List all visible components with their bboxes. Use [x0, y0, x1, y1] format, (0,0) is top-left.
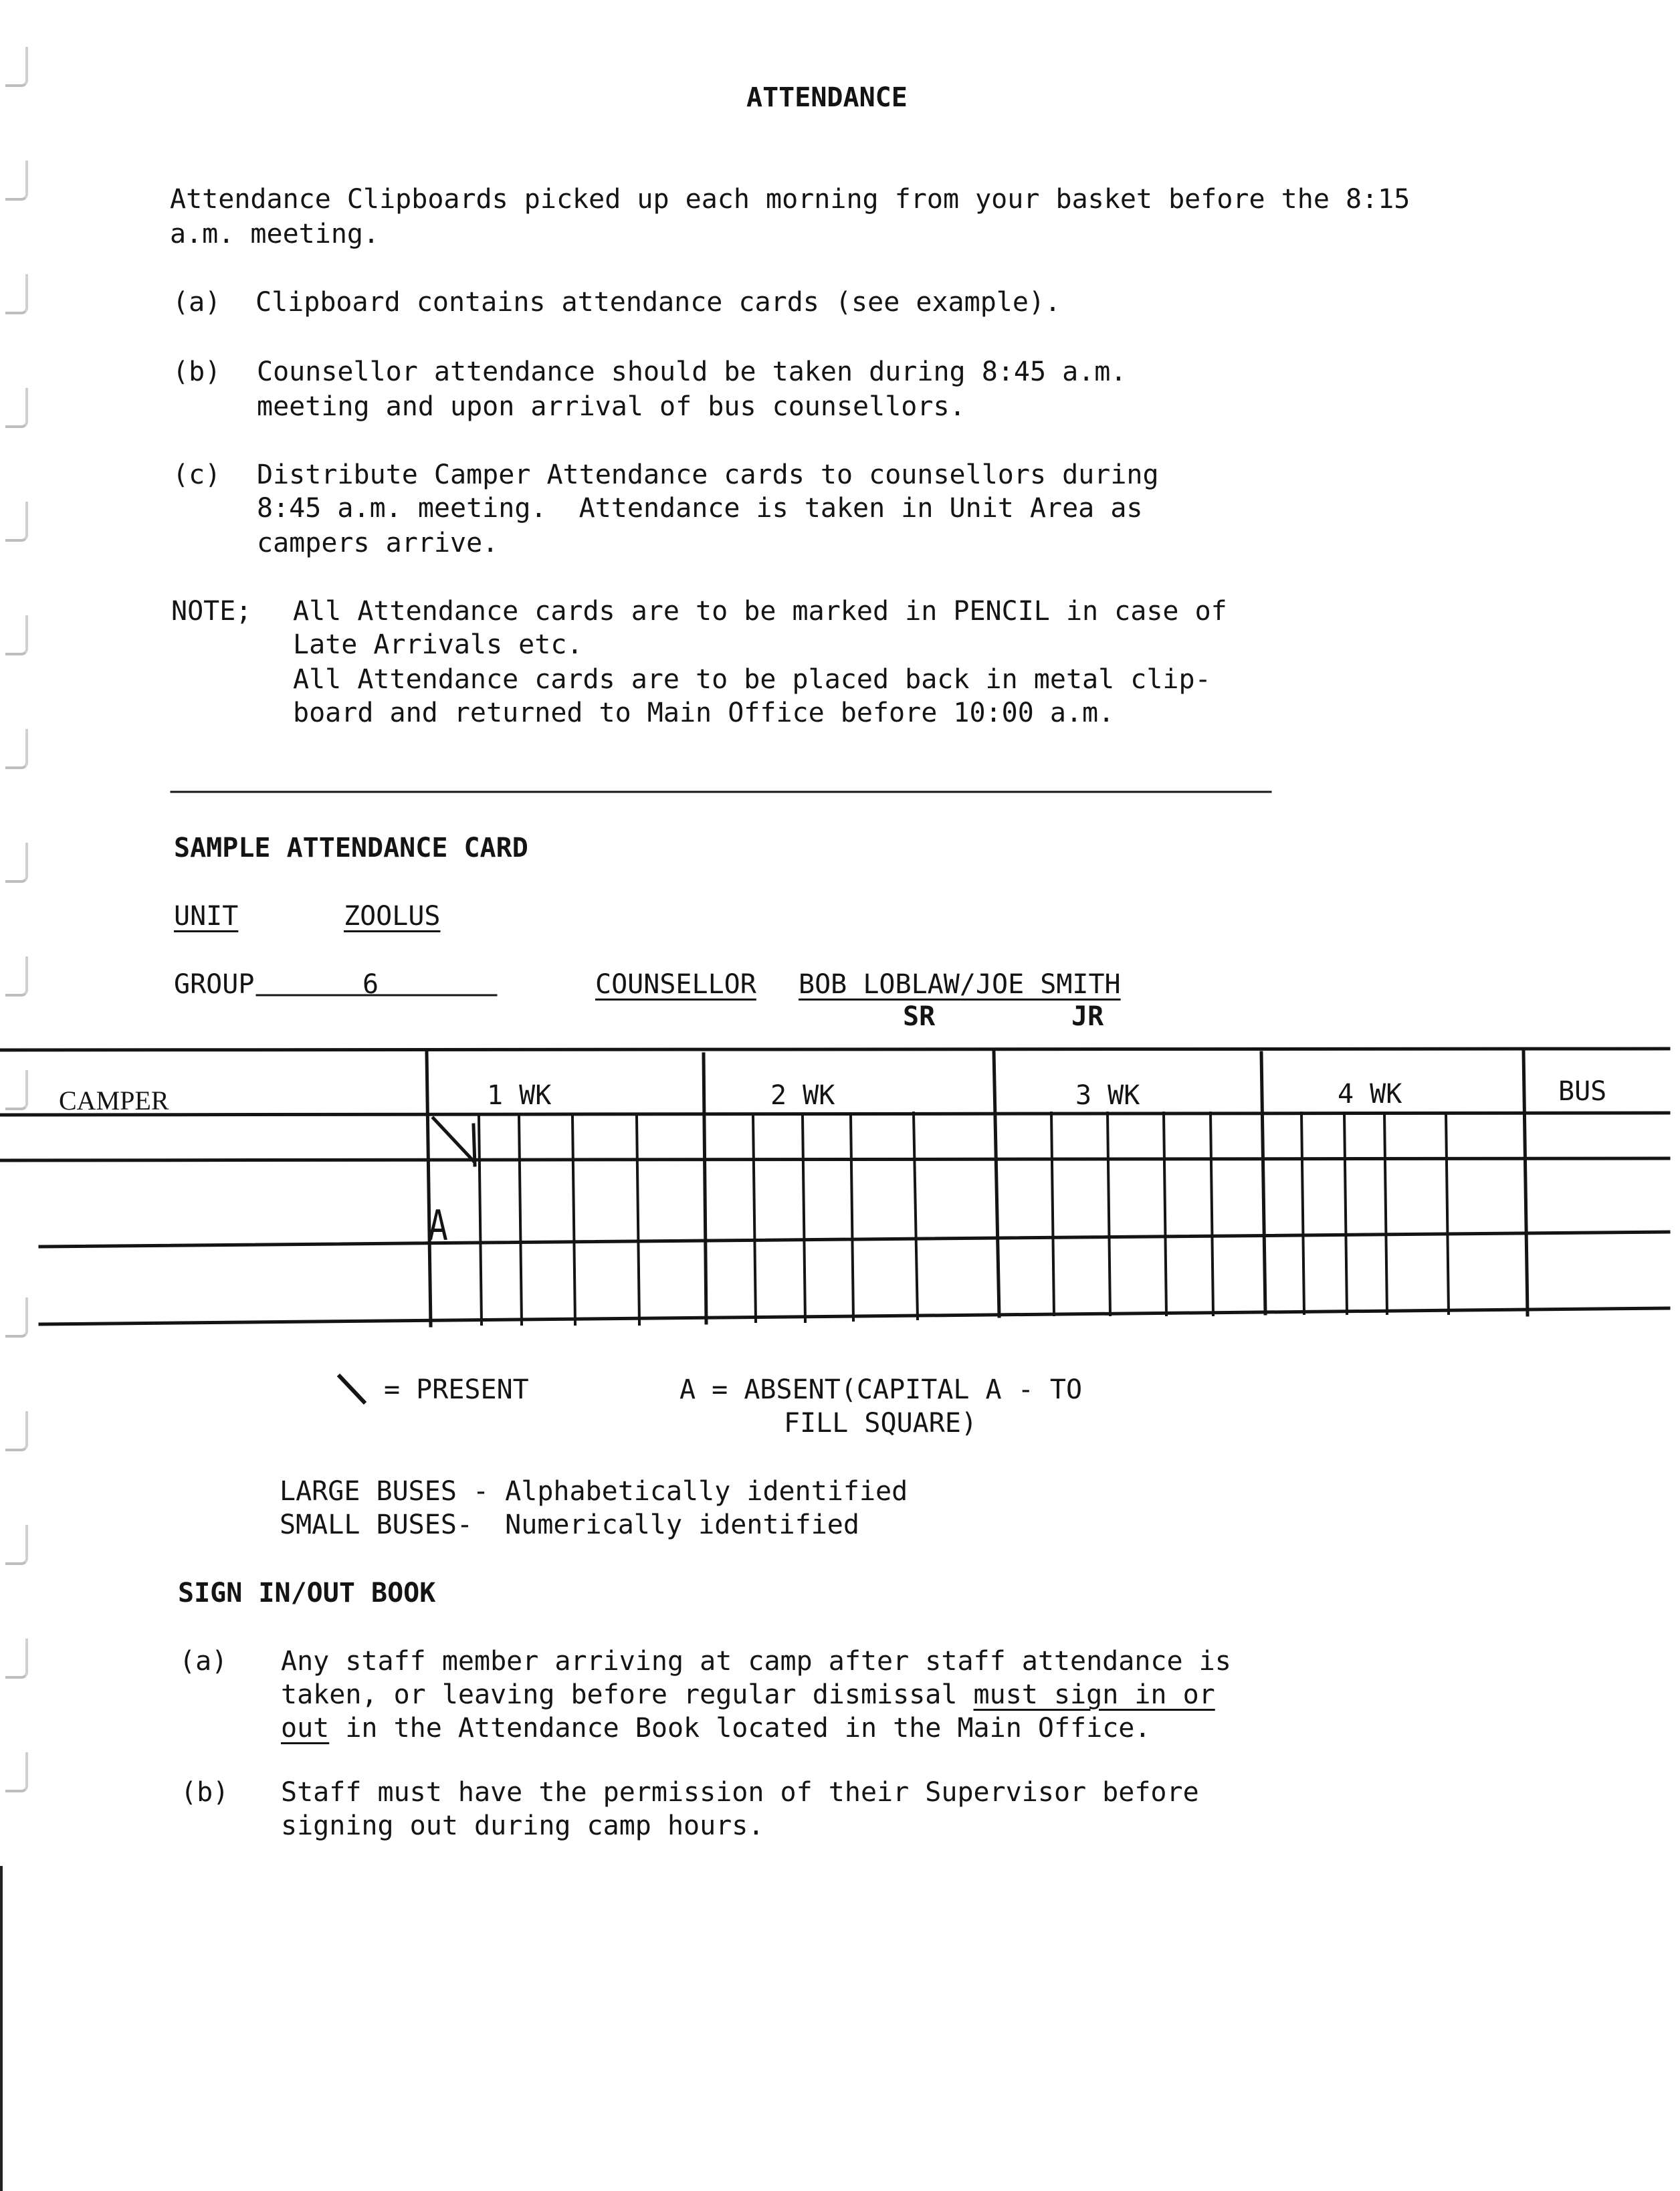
week-3-day-line [1164, 1113, 1166, 1315]
unit-value: ZOOLUS [344, 901, 441, 932]
week-2-divider [704, 1054, 706, 1323]
sign-item-b-line-1: Staff must have the permission of their Supervisor before [281, 1777, 1199, 1808]
week-2-day-line [753, 1116, 756, 1322]
week-4-divider [1261, 1053, 1265, 1314]
week-1-day-line [519, 1117, 522, 1324]
week-3-header: 3 WK [1075, 1080, 1140, 1111]
note-line-4: board and returned to Main Office before 10:00 a.m. [293, 698, 1115, 728]
large-buses-text: LARGE BUSES - Alphabetically identified [280, 1476, 908, 1507]
card-row-rule-2 [40, 1232, 1669, 1247]
card-top-border [0, 1049, 1669, 1050]
sign-item-b-label: (b) [181, 1777, 229, 1808]
item-b-line-2: meeting and upon arrival of bus counsellors. [257, 391, 966, 422]
item-a-label: (a) [173, 287, 221, 318]
week-4-day-line [1344, 1113, 1347, 1314]
intro-line-1: Attendance Clipboards picked up each morning from your basket before the 8:15 [170, 184, 1410, 215]
week-2-day-line [914, 1113, 918, 1319]
note-line-2: Late Arrivals etc. [293, 629, 583, 660]
week-2-day-line [851, 1114, 853, 1320]
sign-book-heading: SIGN IN/OUT BOOK [178, 1578, 436, 1608]
present-mark-stroke [474, 1125, 475, 1165]
sign-item-a-line-3-text: in the Attendance Book located in the Main Office. [329, 1713, 1151, 1744]
counsellor-label: COUNSELLOR [595, 969, 756, 1000]
week-4-day-line [1301, 1113, 1304, 1314]
sign-item-a-line-1: Any staff member arriving at camp after staff attendance is [281, 1646, 1231, 1677]
sign-out-requirement: out [281, 1713, 330, 1744]
week-3-divider [994, 1051, 999, 1316]
week-4-day-line [1384, 1113, 1387, 1314]
item-c-line-1: Distribute Camper Attendance cards to counsellors during [257, 459, 1159, 490]
week-1-divider [427, 1053, 431, 1326]
present-mark-stroke [433, 1118, 474, 1161]
junior-label: JR [1071, 1001, 1104, 1032]
week-1-day-line [479, 1117, 482, 1324]
item-c-label: (c) [173, 459, 221, 490]
counsellor-value: BOB LOBLAW/JOE SMITH [799, 969, 1121, 1000]
bus-divider [1524, 1051, 1528, 1315]
small-buses-text: SMALL BUSES- Numerically identified [280, 1509, 859, 1540]
item-a-text: Clipboard contains attendance cards (see example). [255, 287, 1061, 318]
senior-label: SR [903, 1001, 936, 1032]
week-4-day-line [1446, 1113, 1449, 1314]
note-line-3: All Attendance cards are to be placed back in metal clip- [293, 664, 1211, 695]
sign-item-b-line-2: signing out during camp hours. [281, 1810, 764, 1841]
sample-heading: SAMPLE ATTENDANCE CARD [174, 833, 528, 863]
bus-header: BUS [1558, 1076, 1607, 1107]
week-1-day-line [637, 1117, 639, 1324]
item-c-line-2: 8:45 a.m. meeting. Attendance is taken in Unit Area as [257, 493, 1143, 524]
week-3-day-line [1051, 1113, 1054, 1315]
item-b-label: (b) [173, 356, 221, 387]
week-1-header: 1 WK [487, 1080, 552, 1111]
week-1-day-line [572, 1117, 575, 1324]
legend-present-stroke [340, 1376, 364, 1402]
present-legend: = PRESENT [384, 1374, 529, 1405]
absent-legend-line-2: FILL SQUARE) [784, 1408, 977, 1439]
week-3-day-line [1211, 1113, 1213, 1315]
card-row-rule-1 [0, 1158, 1669, 1160]
camper-header: CAMPER [59, 1085, 169, 1116]
note-label: NOTE; [171, 596, 252, 627]
intro-line-2: a.m. meeting. [170, 219, 380, 249]
page-title: ATTENDANCE [746, 82, 908, 113]
week-2-day-line [803, 1116, 805, 1322]
group-value: 6 [362, 969, 379, 1000]
sign-item-a-label: (a) [179, 1646, 228, 1677]
week-2-header: 2 WK [770, 1080, 835, 1111]
week-3-day-line [1108, 1113, 1110, 1315]
sign-item-a-line-2-text: taken, or leaving before regular dismissal [281, 1679, 974, 1710]
sign-item-a-line-2 [281, 1677, 1215, 1712]
item-c-line-3: campers arrive. [257, 528, 499, 558]
item-b-line-1: Counsellor attendance should be taken during 8:45 a.m. [257, 356, 1127, 387]
absent-mark-example: A [428, 1201, 448, 1250]
card-header-rule [0, 1113, 1669, 1115]
unit-label: UNIT [174, 901, 239, 932]
sign-in-requirement: must sign in or [973, 1679, 1215, 1710]
note-line-1: All Attendance cards are to be marked in PENCIL in case of [293, 596, 1227, 627]
absent-legend-line-1: A = ABSENT(CAPITAL A - TO [679, 1374, 1083, 1405]
sign-item-a-line-3 [281, 1711, 1150, 1746]
week-4-header: 4 WK [1338, 1079, 1402, 1110]
group-label: GROUP [174, 969, 255, 1000]
